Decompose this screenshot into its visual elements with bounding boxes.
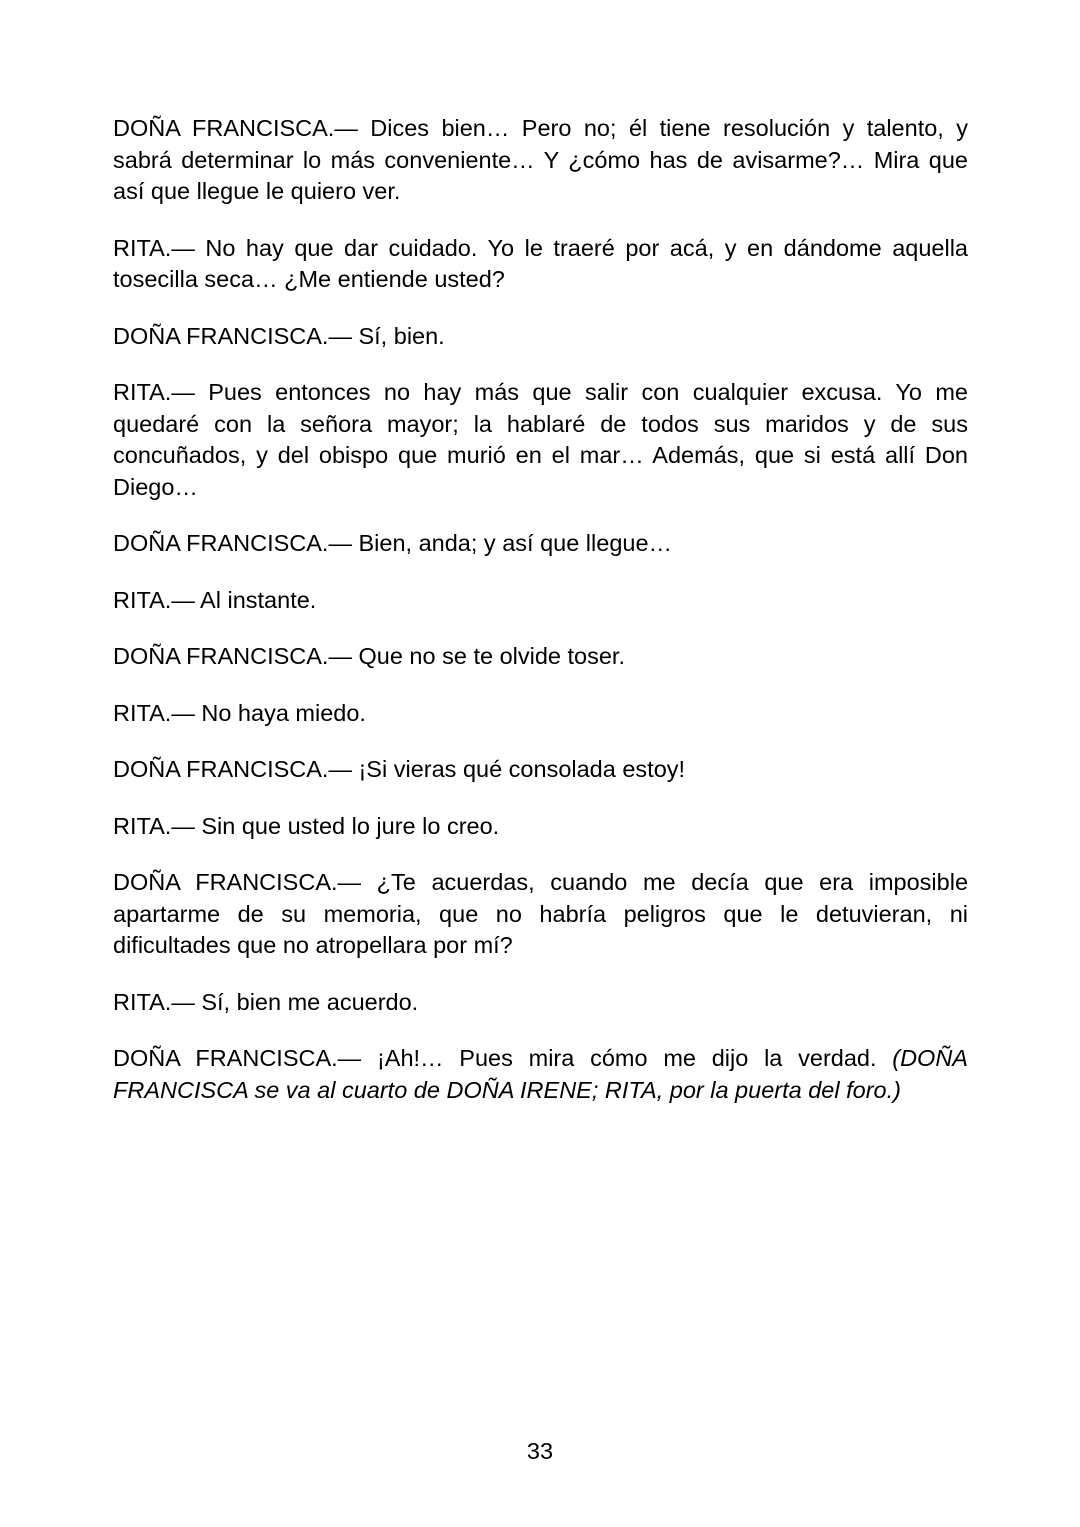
dialogue-text: Bien, anda; y así que llegue… xyxy=(351,530,673,556)
dialogue-paragraph xyxy=(113,528,968,560)
dialogue-paragraph xyxy=(113,754,968,786)
dialogue-text: Dices bien… Pero no; él tiene resolución y talento, y sabrá determinar lo más conveniente… Y ¿cómo has de avisarme?… Mira que así que llegue le quiero ver. xyxy=(113,115,968,204)
dialogue-text: ¿Te acuerdas, cuando me decía que era imposible apartarme de su memoria, que no habría peligros que le detuvieran, ni dificultades que no atropellara por mí? xyxy=(113,869,969,958)
speaker-name: RITA.— xyxy=(113,699,195,726)
dialogue-text: Sí, bien. xyxy=(351,322,445,349)
speaker-name: RITA.— xyxy=(113,234,195,261)
dialogue-text: No hay que dar cuidado. Yo le traeré por acá, y en dándome aquella tosecilla seca… ¿Me entiende usted? xyxy=(113,234,968,292)
document-page xyxy=(113,113,968,1131)
dialogue-paragraph xyxy=(113,641,968,673)
stage-direction: (DOÑA FRANCISCA se va al cuarto de DOÑA IRENE; RITA, por la puerta del foro.) xyxy=(113,1045,968,1103)
dialogue-paragraph xyxy=(113,987,968,1019)
dialogue-paragraph xyxy=(113,811,968,843)
speaker-name: DOÑA FRANCISCA.— xyxy=(113,756,352,782)
dialogue-paragraph xyxy=(113,377,968,503)
dialogue-paragraph xyxy=(113,233,968,296)
dialogue-paragraph xyxy=(113,585,968,617)
dialogue-paragraph xyxy=(113,321,968,353)
dialogue-text: No haya miedo. xyxy=(194,699,366,726)
speaker-name: DOÑA FRANCISCA.— xyxy=(113,869,362,895)
dialogue-paragraph xyxy=(113,113,968,208)
speaker-name: DOÑA FRANCISCA.— xyxy=(113,643,352,669)
speaker-name: RITA.— xyxy=(113,379,195,405)
speaker-name: RITA.— xyxy=(113,812,195,839)
speaker-name: DOÑA FRANCISCA.— xyxy=(113,115,358,141)
page-number: 33 xyxy=(526,1438,554,1464)
speaker-name: DOÑA FRANCISCA.— xyxy=(113,530,352,556)
dialogue-text: Sí, bien me acuerdo. xyxy=(194,988,419,1015)
speaker-name: DOÑA FRANCISCA.— xyxy=(113,1045,362,1071)
dialogue-text: ¡Ah!… Pues mira cómo me dijo la verdad. xyxy=(361,1045,893,1071)
dialogue-paragraph xyxy=(113,867,968,962)
dialogue-text: Sin que usted lo jure lo creo. xyxy=(194,812,500,839)
dialogue-text: Pues entonces no hay más que salir con cualquier excusa. Yo me quedaré con la señora mayor; la hablaré de todos sus maridos y de sus concuñados, y del obispo que murió en el mar… Además, que si está allí Don Diego… xyxy=(113,379,968,500)
dialogue-text: Al instante. xyxy=(194,586,317,613)
dialogue-text: ¡Si vieras qué consolada estoy! xyxy=(351,756,686,782)
speaker-name: DOÑA FRANCISCA.— xyxy=(113,322,352,349)
dialogue-text: Que no se te olvide toser. xyxy=(351,643,625,669)
dialogue-paragraph xyxy=(113,698,968,730)
dialogue-paragraph xyxy=(113,1043,968,1106)
speaker-name: RITA.— xyxy=(113,988,195,1015)
speaker-name: RITA.— xyxy=(113,586,195,613)
